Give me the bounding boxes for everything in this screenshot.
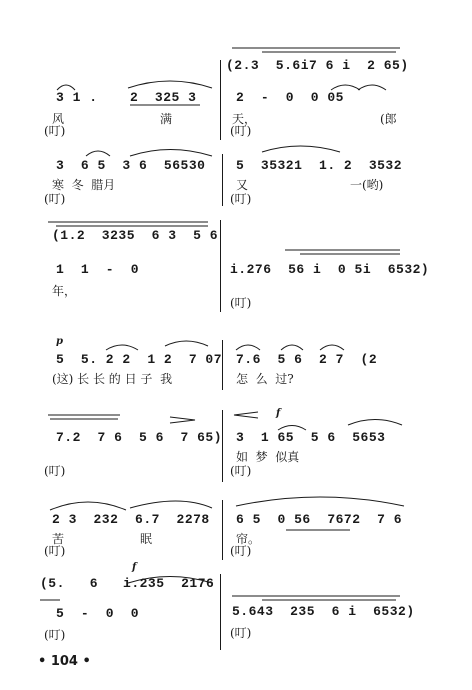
notes: 6 5 0 56 7672 7 6 bbox=[236, 512, 403, 527]
call-ding: (叮) bbox=[230, 544, 252, 558]
lyric: 苦 bbox=[52, 532, 65, 546]
lyric: 帘。 bbox=[236, 532, 261, 546]
call-ding: (叮) bbox=[230, 192, 252, 206]
upper-notes: (1.2 3235 6 3 5 6 bbox=[52, 228, 219, 243]
notes: 5.643 235 6 i 6532) bbox=[232, 604, 415, 619]
dynamic-mark: f bbox=[132, 562, 137, 573]
bar-line bbox=[220, 574, 221, 650]
bar-line bbox=[222, 340, 223, 390]
dynamic-mark: f bbox=[276, 408, 281, 419]
notes: 3 1 65 5 6 5653 bbox=[236, 430, 386, 445]
notes: 3 6 5 3 6 56530 bbox=[56, 158, 206, 173]
notes: i.276 56 i 0 5i 6532) bbox=[230, 262, 430, 277]
dynamic-mark: p bbox=[56, 336, 63, 347]
notes: 7.2 7 6 5 6 7 65) bbox=[56, 430, 223, 445]
bar-line bbox=[220, 60, 221, 140]
notes: 7.6 5 6 2 7 (2 bbox=[236, 352, 378, 367]
lyric: 寒 冬 腊月 bbox=[52, 178, 116, 192]
bar-line bbox=[222, 154, 223, 206]
lyric: 天， bbox=[232, 112, 257, 126]
upper-notes: (2.3 5.6i7 6 i 2 65) bbox=[226, 58, 409, 73]
lyric: 风 bbox=[52, 112, 65, 126]
call-ding: (叮) bbox=[230, 296, 252, 310]
lyric: 年， bbox=[52, 284, 77, 298]
call-ding: (叮) bbox=[44, 124, 66, 138]
bar-line bbox=[222, 500, 223, 560]
call-ding: (叮) bbox=[44, 464, 66, 478]
page-number: • 104 • bbox=[38, 654, 91, 669]
notes: 5 - 0 0 bbox=[56, 606, 140, 621]
lyric: 满 bbox=[160, 112, 173, 126]
lyric: (这) 长 长 的 日 子 我 bbox=[52, 372, 173, 386]
lyric: (郎 bbox=[380, 112, 397, 126]
notes: 2 - 0 0 05 bbox=[236, 90, 344, 105]
call-ding: (叮) bbox=[230, 626, 252, 640]
call-ding: (叮) bbox=[230, 124, 252, 138]
call-ding: (叮) bbox=[44, 192, 66, 206]
notes: 2 3 232 6.7 2278 bbox=[52, 512, 210, 527]
call-ding: (叮) bbox=[230, 464, 252, 478]
notes: 1 1 - 0 bbox=[56, 262, 140, 277]
lyric: 眠 bbox=[140, 532, 153, 546]
notes: 5 35321 1. 2 3532 bbox=[236, 158, 403, 173]
bar-line bbox=[220, 220, 221, 312]
lyric: 又 bbox=[236, 178, 249, 192]
upper-notes: (5. 6 i.235 2176 bbox=[40, 576, 215, 591]
lyric: 怎 么 过? bbox=[236, 372, 294, 386]
notes: 3 1 . bbox=[56, 90, 98, 105]
notes: 2 325 3 bbox=[130, 90, 197, 105]
bar-line bbox=[222, 410, 223, 482]
call-ding: (叮) bbox=[44, 544, 66, 558]
call-ding: (叮) bbox=[44, 628, 66, 642]
lyric: 一(哟) bbox=[350, 178, 384, 192]
lyric: 如 梦 似真 bbox=[236, 450, 300, 464]
notes: 5 5. 2 2 1 2 7 07 bbox=[56, 352, 223, 367]
